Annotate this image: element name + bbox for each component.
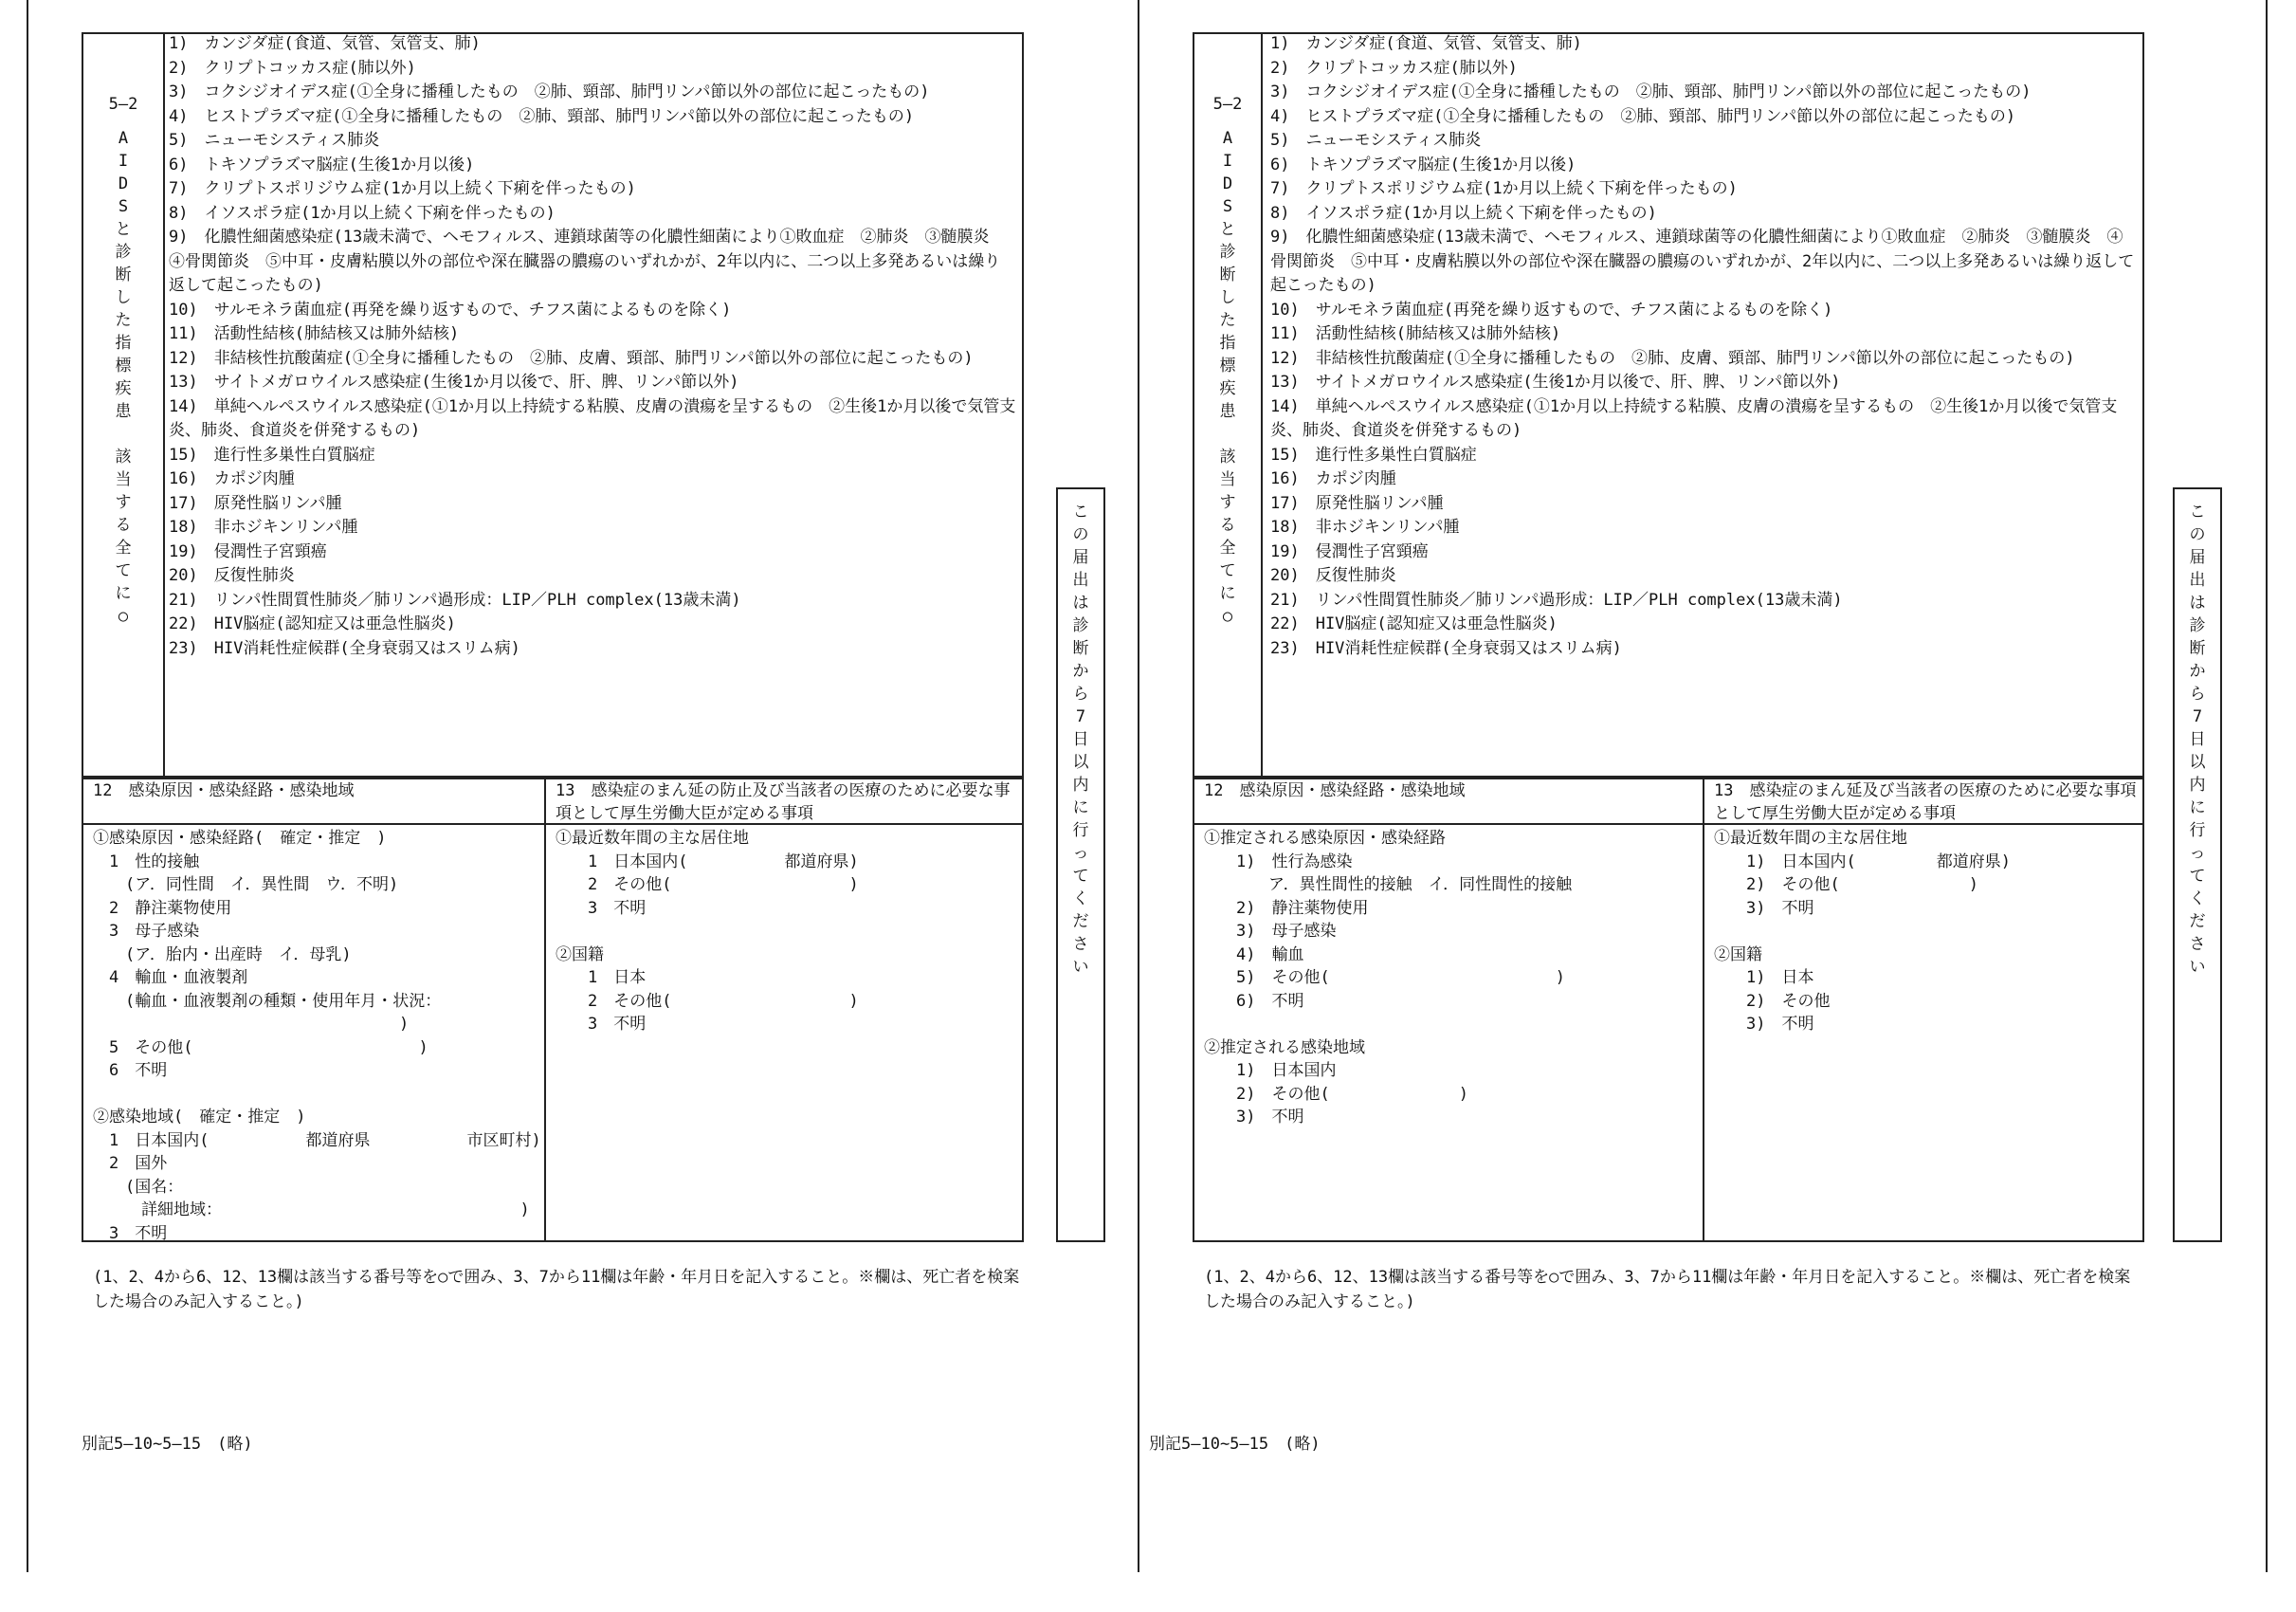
notice-char: 断	[2189, 639, 2206, 658]
col12-line: 1 日本国内( 都道府県 市区町村)	[93, 1130, 541, 1150]
col12-line: (ア．胎内・出産時 イ．母乳)	[93, 944, 352, 964]
disease-item: 8) イソスポラ症(1か月以上続く下痢を伴ったもの)	[169, 203, 556, 223]
notice-char: ら	[1072, 685, 1089, 704]
col12-line: 1) 性行為感染	[1204, 852, 1353, 871]
disease-item: 12) 非結核性抗酸菌症(①全身に播種したもの ②肺、皮膚、頸部、肺門リンパ節以外の部位に起こったもの)	[169, 348, 974, 368]
notice-char: 断	[1072, 639, 1089, 658]
col12-line: 5 その他( )	[93, 1037, 428, 1057]
section-label-char: 該	[115, 448, 132, 467]
col12-line: (国名：	[93, 1177, 184, 1197]
notice-char: に	[1072, 798, 1089, 817]
col12-line: (輸血・血液製剤の種類・使用年月・状況：	[93, 991, 442, 1011]
col12-line: 2 国外	[93, 1154, 168, 1173]
section-label-char: ○	[118, 607, 129, 626]
col12-line: 6 不明	[93, 1061, 168, 1080]
section-label-char: た	[115, 311, 132, 330]
disease-item: 20) 反復性肺炎	[169, 566, 295, 585]
col12-line: 2) その他( )	[1204, 1084, 1468, 1104]
col12-body	[1204, 827, 1572, 1129]
section-label-char: し	[115, 288, 132, 307]
col12-line: ②推定される感染地域	[1204, 1037, 1365, 1057]
col12-line: 3) 不明	[1204, 1108, 1304, 1127]
right-section-label	[1194, 93, 1261, 628]
section-label-char: た	[1219, 311, 1236, 330]
right-footnote: (1、2、4から6、12、13欄は該当する番号等を○で囲み、3、7から11欄は年齢・年月日を記入すること。※欄は、死亡者を検案した場合のみ記入すること。)	[1204, 1268, 2131, 1311]
col12-header: 12 感染原因・感染経路・感染地域	[93, 781, 355, 800]
section-code: 5—2	[1212, 95, 1243, 114]
section-label-char: ○	[1222, 607, 1233, 626]
left-section-label	[83, 93, 163, 628]
notice-char: 内	[1072, 776, 1089, 795]
col12-line: ②感染地域( 確定・推定 )	[93, 1108, 306, 1127]
left-footnote: (1、2、4から6、12、13欄は該当する番号等を○で囲み、3、7から11欄は年齢・年月日を記入すること。※欄は、死亡者を検案した場合のみ記入すること。)	[93, 1268, 1020, 1311]
disease-item: 21) リンパ性間質性肺炎／肺リンパ過形成：LIP／PLH complex(13歳未満)	[1270, 590, 1843, 610]
col13-line	[1714, 920, 2011, 943]
col13-line: ②国籍	[1714, 944, 1762, 964]
right-notice-box	[2173, 487, 2222, 1242]
col13-body	[556, 827, 859, 1036]
notice-char: 以	[2189, 753, 2206, 772]
right-label-column-rule	[1261, 32, 1263, 776]
col13-line: 2) その他( )	[1714, 875, 1978, 894]
notice-char: か	[2189, 662, 2206, 681]
notice-char: さ	[2189, 935, 2206, 954]
left-notice-box	[1056, 487, 1105, 1242]
notice-char: の	[1072, 525, 1089, 544]
col13-line: 3 不明	[556, 898, 647, 918]
disease-item: 1) カンジダ症(食道、気管、気管支、肺)	[1270, 34, 1582, 53]
disease-item: 9) 化膿性細菌感染症(13歳未満で、ヘモフィルス、連鎖球菌等の化膿性細菌により①敗血症 ②肺炎 ③髄膜炎 ④骨関節炎 ⑤中耳・皮膚粘膜以外の部位や深在臓器の膿瘍のいずれかが、2年以内に、二つ以上多発あるいは繰り返して起こったもの)	[1270, 228, 2135, 295]
disease-item: 22) HIV脳症(認知症又は亜急性脳炎)	[1270, 614, 1558, 633]
section-label-char: 断	[1219, 266, 1236, 284]
disease-item: 9) 化膿性細菌感染症(13歳未満で、ヘモフィルス、連鎖球菌等の化膿性細菌により①敗血症 ②肺炎 ③髄膜炎 ④骨関節炎 ⑤中耳・皮膚粘膜以外の部位や深在臓器の膿瘍のいずれかが、2年以内に、二つ以上多発あるいは繰り返して起こったもの)	[169, 228, 1006, 295]
col13-line: 1 日本国内( 都道府県)	[556, 852, 859, 871]
section-label-char: 全	[1219, 539, 1236, 558]
col13-line: 3) 不明	[1714, 1015, 1814, 1034]
notice-char: こ	[1072, 503, 1089, 522]
notice-char: こ	[2189, 503, 2206, 522]
section-label-char: 当	[1219, 470, 1236, 489]
notice-char: て	[2189, 867, 2206, 886]
col12-line: ①推定される感染原因・感染経路	[1204, 829, 1446, 848]
section-label-char: 疾	[1219, 379, 1236, 398]
disease-item: 5) ニューモシスティス肺炎	[1270, 131, 1482, 150]
col13-header: 13 感染症のまん延の防止及び当該者の医療のために必要な事項として厚生労働大臣が定める事項	[556, 781, 1011, 823]
disease-item: 2) クリプトコッカス症(肺以外)	[169, 58, 416, 78]
section-label-char: 診	[1219, 243, 1236, 262]
notice-char: 届	[2189, 548, 2206, 567]
disease-item: 12) 非結核性抗酸菌症(①全身に播種したもの ②肺、皮膚、頸部、肺門リンパ節以外の部位に起こったもの)	[1270, 348, 2075, 368]
notice-char: 行	[2189, 821, 2206, 840]
section-label-char: て	[115, 561, 132, 580]
disease-item: 15) 進行性多巣性白質脳症	[169, 445, 375, 465]
section-label-char: に	[115, 584, 132, 603]
section-label-char: D	[118, 174, 129, 193]
section-label-char: と	[1219, 220, 1236, 239]
col12-line: ①感染原因・感染経路( 確定・推定 )	[93, 829, 387, 848]
col13-line: 1 日本	[556, 968, 647, 987]
section-label-char: 診	[115, 243, 132, 262]
disease-item: 10) サルモネラ菌血症(再発を繰り返すもので、チフス菌によるものを除く)	[1270, 300, 1833, 320]
col13-line: 2 その他( )	[556, 875, 859, 894]
notice-char: ら	[2189, 685, 2206, 704]
disease-item: 19) 侵潤性子宮頸癌	[169, 541, 327, 561]
col13-header: 13 感染症のまん延及び当該者の医療のために必要な事項として厚生労働大臣が定める事項	[1714, 781, 2137, 823]
col12-line	[93, 1083, 541, 1107]
notice-char: だ	[1072, 912, 1089, 931]
disease-item: 13) サイトメガロウイルス感染症(生後1か月以後で、肝、脾、リンパ節以外)	[1270, 373, 1841, 392]
notice-char: 日	[2189, 730, 2206, 749]
section-label-char: I	[118, 152, 129, 171]
notice-char: だ	[2189, 912, 2206, 931]
left-figure-ref: 別記5—10∼5—15 (略)	[82, 1435, 253, 1454]
section-vertical-label	[83, 127, 163, 628]
col12-line: 6) 不明	[1204, 991, 1304, 1011]
disease-item: 23) HIV消耗性症候群(全身衰弱又はスリム病)	[169, 638, 520, 658]
section-label-char: と	[115, 220, 132, 239]
notice-char: 診	[1072, 616, 1089, 635]
disease-item: 5) ニューモシスティス肺炎	[169, 131, 380, 150]
notice-char: っ	[1072, 844, 1089, 863]
section-label-char: す	[1219, 493, 1236, 512]
notice-char: く	[1072, 889, 1089, 908]
section-label-char: て	[1219, 561, 1236, 580]
notice-char: 出	[2189, 571, 2206, 590]
disease-item: 18) 非ホジキンリンパ腫	[1270, 518, 1460, 537]
col12-line: 3 母子感染	[93, 922, 200, 941]
col13-line: 1) 日本国内( 都道府県)	[1714, 852, 2011, 871]
disease-item: 17) 原発性脳リンパ腫	[1270, 493, 1444, 513]
section-label-char: 当	[115, 470, 132, 489]
section-label-char: I	[1222, 152, 1233, 171]
disease-item: 3) コクシジオイデス症(①全身に播種したもの ②肺、頸部、肺門リンパ節以外の部位に起こったもの)	[169, 82, 930, 101]
disease-item: 18) 非ホジキンリンパ腫	[169, 518, 358, 537]
disease-item: 13) サイトメガロウイルス感染症(生後1か月以後で、肝、脾、リンパ節以外)	[169, 373, 739, 392]
col13-line: 2) その他	[1714, 991, 1831, 1011]
notice-char: に	[2189, 798, 2206, 817]
disease-item: 17) 原発性脳リンパ腫	[169, 493, 342, 513]
section-label-char: る	[1219, 516, 1236, 535]
disease-item: 7) クリプトスポリジウム症(1か月以上続く下痢を伴ったもの)	[1270, 179, 1738, 198]
col13-line: 3 不明	[556, 1015, 647, 1034]
left-disease-list	[169, 32, 1016, 661]
notice-char: か	[1072, 662, 1089, 681]
notice-char: は	[2189, 594, 2206, 613]
notice-char: の	[2189, 525, 2206, 544]
section-label-char: す	[115, 493, 132, 512]
right-col-divider	[1703, 776, 1704, 1240]
notice-char: い	[2189, 958, 2206, 977]
notice-char: は	[1072, 594, 1089, 613]
disease-item: 15) 進行性多巣性白質脳症	[1270, 445, 1477, 465]
disease-item: 16) カポジ肉腫	[169, 469, 295, 488]
disease-item: 22) HIV脳症(認知症又は亜急性脳炎)	[169, 614, 456, 633]
notice-char: く	[2189, 889, 2206, 908]
section-label-char: 断	[115, 266, 132, 284]
notice-char: 内	[2189, 776, 2206, 795]
col12-body	[93, 827, 541, 1245]
col12-line: 2) 静注薬物使用	[1204, 898, 1369, 918]
col12-line: 3) 母子感染	[1204, 922, 1337, 941]
section-label-char: 指	[115, 334, 132, 353]
col12-line	[1204, 1013, 1572, 1036]
disease-item: 21) リンパ性間質性肺炎／肺リンパ過形成：LIP／PLH complex(13歳未満)	[169, 590, 741, 610]
right-figure-ref: 別記5—10∼5—15 (略)	[1149, 1435, 1321, 1454]
notice-char: っ	[2189, 844, 2206, 863]
disease-item: 14) 単純ヘルペスウイルス感染症(①1か月以上持続する粘膜、皮膚の潰瘍を呈するもの ②生後1か月以後で気管支炎、肺炎、食道炎を併発するもの)	[169, 396, 1016, 440]
col12-line: 詳細地域： )	[93, 1200, 530, 1219]
col13-body	[1714, 827, 2011, 1036]
left-label-column-rule	[163, 32, 165, 776]
section-label-char	[83, 423, 163, 446]
col12-line: 2 静注薬物使用	[93, 898, 232, 918]
col12-line: 5) その他( )	[1204, 968, 1565, 987]
disease-item: 8) イソスポラ症(1か月以上続く下痢を伴ったもの)	[1270, 203, 1657, 223]
disease-item: 20) 反復性肺炎	[1270, 566, 1396, 585]
col12-line: (ア．同性間 イ．異性間 ウ．不明)	[93, 875, 399, 894]
section-code: 5—2	[108, 95, 138, 114]
notice-char: 行	[1072, 821, 1089, 840]
notice-char: 診	[2189, 616, 2206, 635]
disease-item: 11) 活動性結核(肺結核又は肺外結核)	[1270, 324, 1561, 343]
notice-char: 届	[1072, 548, 1089, 567]
notice-char: 以	[1072, 753, 1089, 772]
col12-line: 1) 日本国内	[1204, 1061, 1337, 1080]
col13-line: ①最近数年間の主な居住地	[1714, 829, 1907, 848]
col12-line: 4) 輸血	[1204, 944, 1304, 964]
section-label-char: し	[1219, 288, 1236, 307]
disease-item: 19) 侵潤性子宮頸癌	[1270, 541, 1429, 561]
col12-line: 4 輸血・血液製剤	[93, 968, 248, 987]
section-label-char: に	[1219, 584, 1236, 603]
section-label-char: 標	[115, 357, 132, 376]
section-label-char: 該	[1219, 448, 1236, 467]
section-label-char: A	[118, 129, 129, 148]
section-label-char: A	[1222, 129, 1233, 148]
section-label-char: る	[115, 516, 132, 535]
section-vertical-label	[1194, 127, 1261, 628]
disease-item: 4) ヒストプラズマ症(①全身に播種したもの ②肺、頸部、肺門リンパ節以外の部位に起こったもの)	[1270, 106, 2016, 126]
col12-line: )	[93, 1015, 410, 1034]
disease-item: 2) クリプトコッカス症(肺以外)	[1270, 58, 1518, 78]
section-label-char: 患	[1219, 402, 1236, 421]
disease-item: 4) ヒストプラズマ症(①全身に播種したもの ②肺、頸部、肺門リンパ節以外の部位に起こったもの)	[169, 106, 915, 126]
disease-item: 6) トキソプラズマ脳症(生後1か月以後)	[1270, 155, 1576, 174]
section-label-char: S	[118, 197, 129, 216]
left-margin-rule	[27, 0, 28, 1572]
center-divider-rule	[1138, 0, 1139, 1572]
notice-char: 日	[1072, 730, 1089, 749]
disease-item: 6) トキソプラズマ脳症(生後1か月以後)	[169, 155, 475, 174]
col13-line: 2 その他( )	[556, 991, 859, 1011]
section-label-char: 疾	[115, 379, 132, 398]
col12-header: 12 感染原因・感染経路・感染地域	[1204, 781, 1466, 800]
section-label-char: 標	[1219, 357, 1236, 376]
section-label-char: 患	[115, 402, 132, 421]
notice-char: い	[1072, 958, 1089, 977]
section-label-char: D	[1222, 174, 1233, 193]
section-label-char	[1194, 423, 1261, 446]
right-disease-list	[1270, 32, 2137, 661]
notice-char: 7	[2192, 707, 2203, 726]
section-label-char: 全	[115, 539, 132, 558]
col13-line: 3) 不明	[1714, 898, 1814, 918]
disease-item: 16) カポジ肉腫	[1270, 469, 1396, 488]
notice-char: さ	[1072, 935, 1089, 954]
notice-char: て	[1072, 867, 1089, 886]
col13-line: ①最近数年間の主な居住地	[556, 829, 749, 848]
notice-char: 7	[1075, 707, 1086, 726]
disease-item: 11) 活動性結核(肺結核又は肺外結核)	[169, 324, 460, 343]
section-label-char: S	[1222, 197, 1233, 216]
right-margin-rule	[2266, 0, 2268, 1572]
disease-item: 10) サルモネラ菌血症(再発を繰り返すもので、チフス菌によるものを除く)	[169, 300, 732, 320]
disease-item: 14) 単純ヘルペスウイルス感染症(①1か月以上持続する粘膜、皮膚の潰瘍を呈するもの ②生後1か月以後で気管支炎、肺炎、食道炎を併発するもの)	[1270, 396, 2118, 440]
col12-line: 3 不明	[93, 1223, 168, 1243]
disease-item: 7) クリプトスポリジウム症(1か月以上続く下痢を伴ったもの)	[169, 179, 636, 198]
notice-char: 出	[1072, 571, 1089, 590]
col13-line: ②国籍	[556, 944, 604, 964]
disease-item: 1) カンジダ症(食道、気管、気管支、肺)	[169, 34, 481, 53]
col13-line	[556, 920, 859, 943]
left-col-divider	[544, 776, 546, 1240]
section-label-char: 指	[1219, 334, 1236, 353]
disease-item: 3) コクシジオイデス症(①全身に播種したもの ②肺、頸部、肺門リンパ節以外の部位に起こったもの)	[1270, 82, 2032, 101]
disease-item: 23) HIV消耗性症候群(全身衰弱又はスリム病)	[1270, 638, 1622, 658]
col12-line: ア．異性間性的接触 イ．同性間性的接触	[1204, 875, 1573, 894]
col13-line: 1) 日本	[1714, 968, 1814, 987]
col12-line: 1 性的接触	[93, 852, 200, 871]
